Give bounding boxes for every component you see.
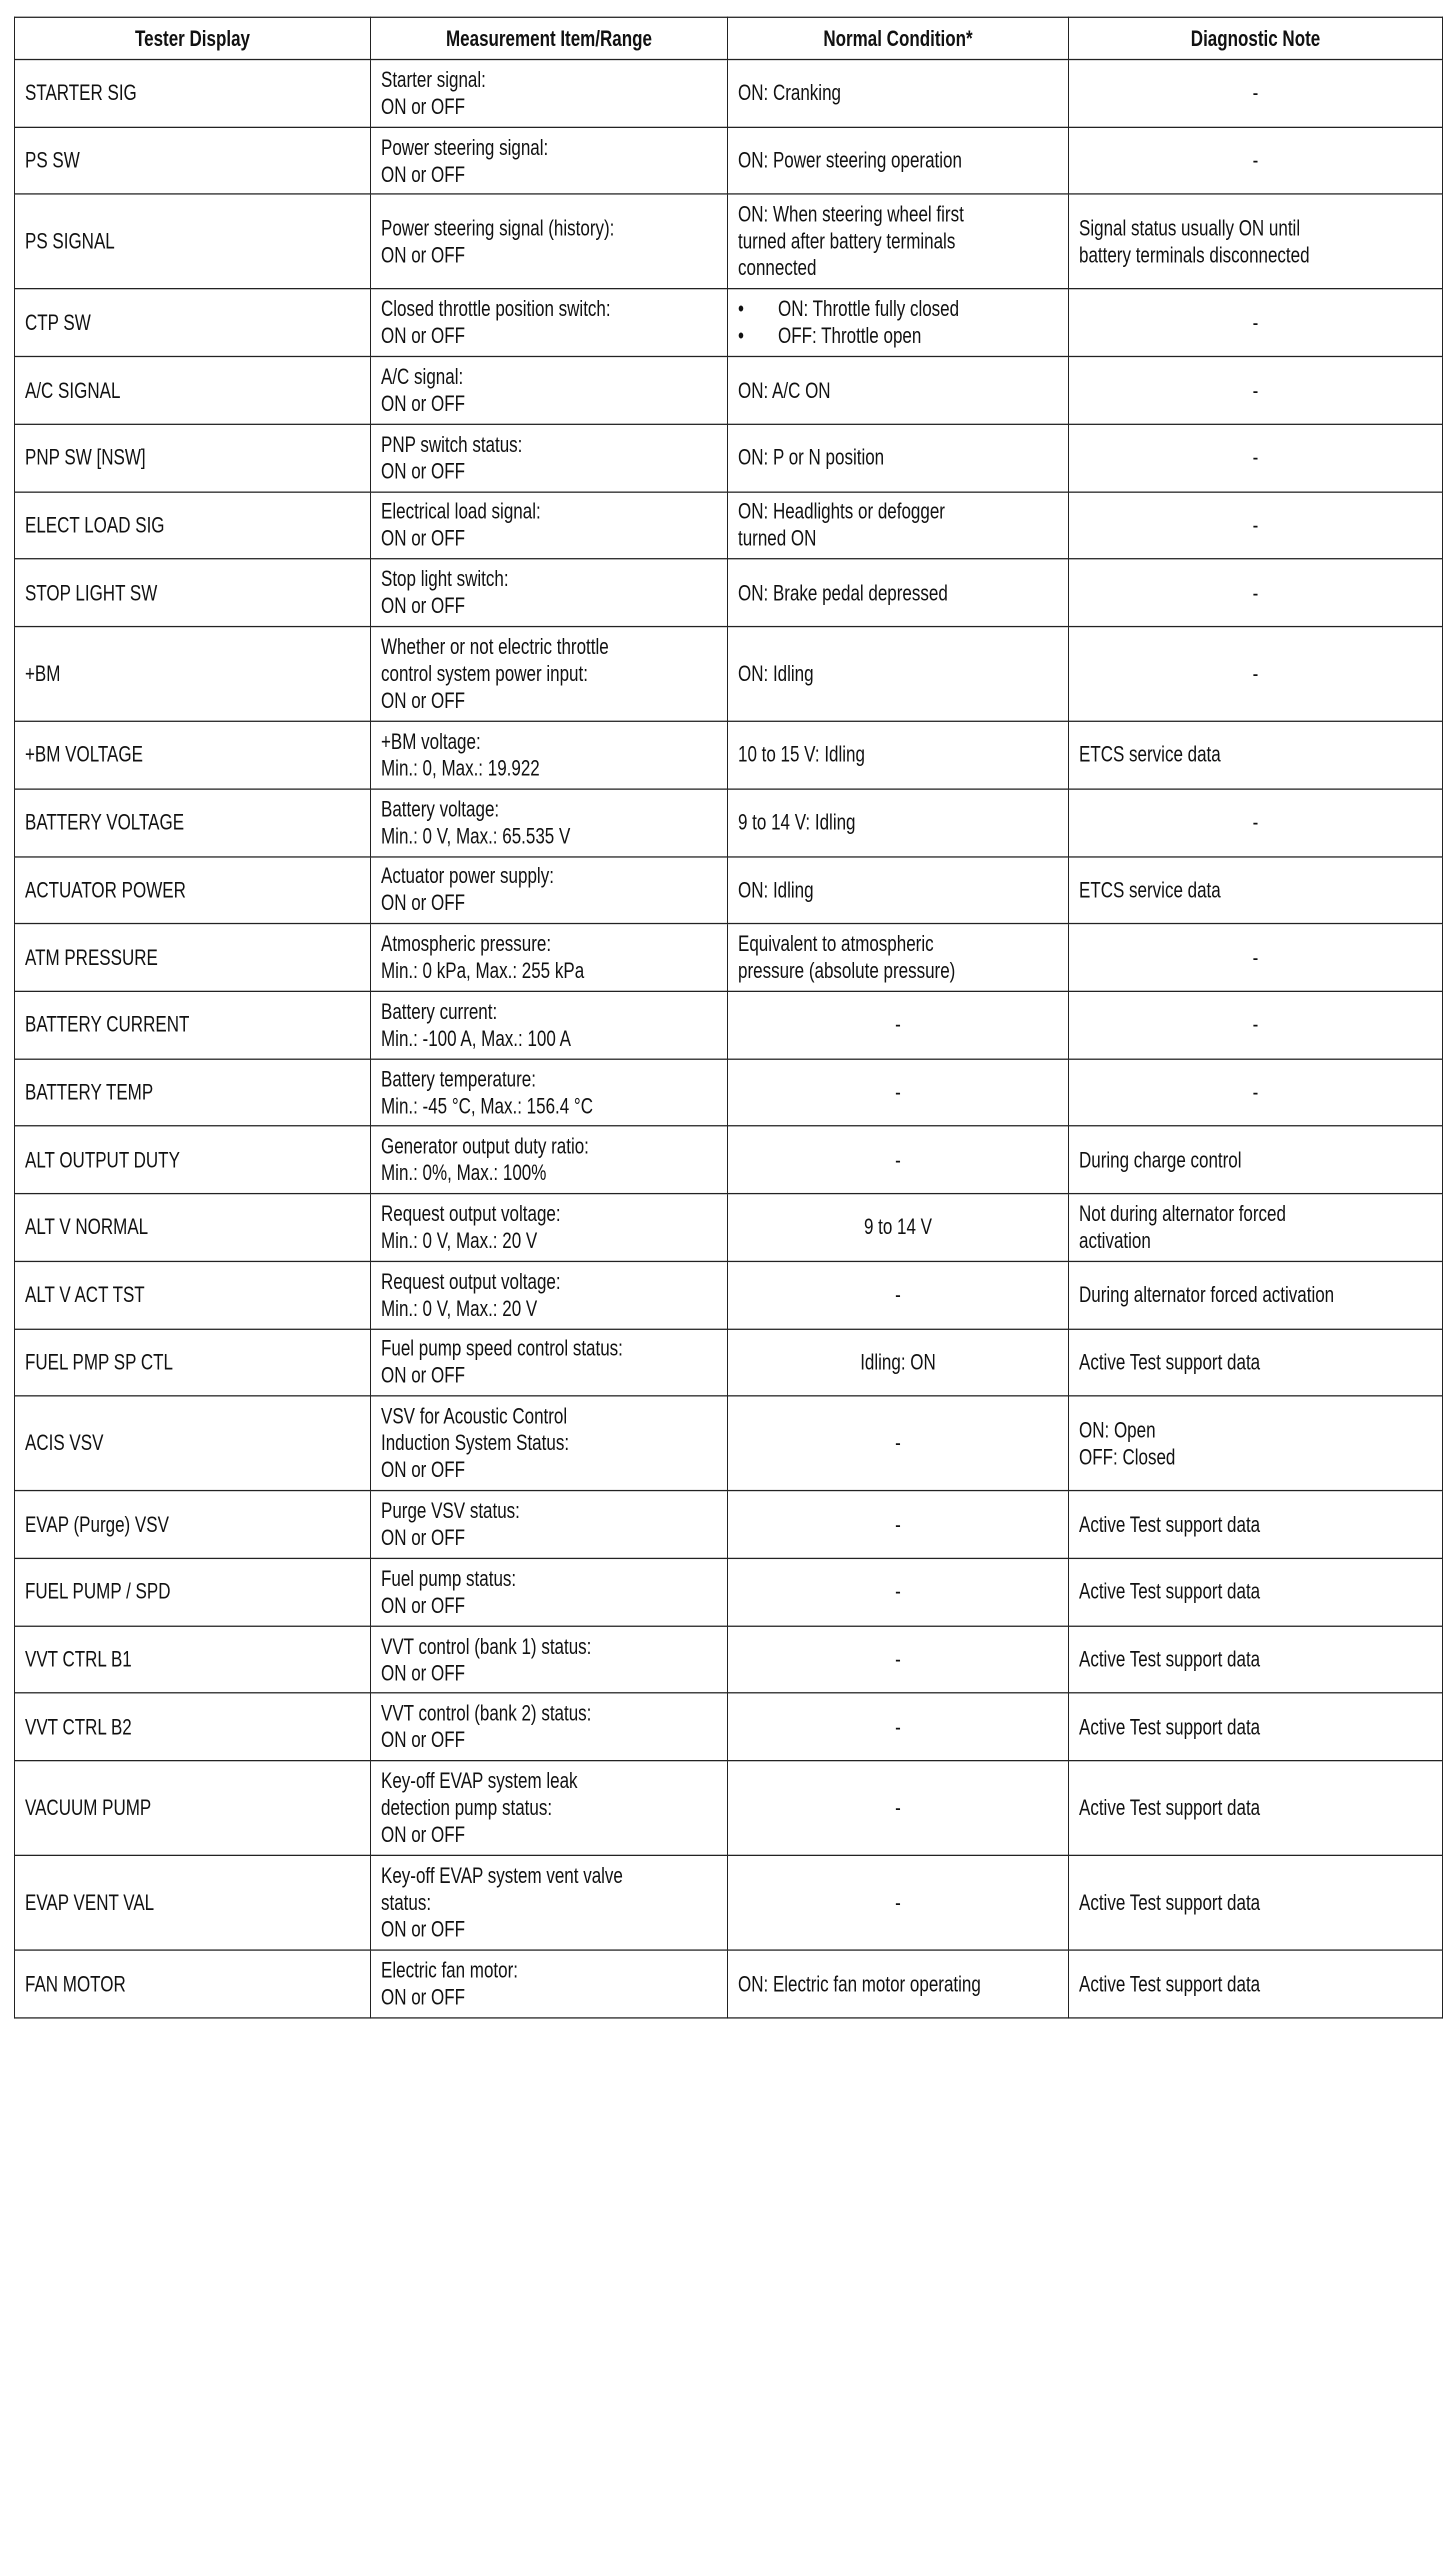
measurement-cell: [371, 1194, 728, 1261]
tester-display-cell: ACTUATOR POWER: [15, 856, 371, 923]
table-row: [15, 1059, 1443, 1126]
diagnostic-note-cell-line: Not during alternator forced: [1079, 1201, 1286, 1227]
measurement-cell-line: ON or OFF: [381, 1660, 466, 1686]
table-row: [15, 856, 1443, 923]
table-row: [15, 1126, 1443, 1193]
tester-display-cell: FUEL PMP SP CTL: [15, 1329, 371, 1396]
measurement-cell: [371, 1558, 728, 1625]
normal-condition-cell-line: ON: Idling: [738, 877, 814, 903]
measurement-cell: [371, 991, 728, 1058]
tester-display-cell: +BM VOLTAGE: [15, 721, 371, 788]
normal-condition-cell: [728, 60, 1069, 127]
table-row: [15, 559, 1443, 626]
measurement-cell-line: A/C signal:: [381, 364, 464, 390]
measurement-cell: [371, 1396, 728, 1491]
diagnostic-note-cell: [1069, 1491, 1443, 1558]
normal-condition-cell-line: ON: A/C ON: [738, 378, 831, 403]
normal-condition-cell-line: Idling: ON: [860, 1350, 936, 1375]
measurement-cell: [371, 1491, 728, 1558]
diagnostic-note-cell-line: activation: [1079, 1228, 1151, 1254]
normal-condition-cell: [728, 289, 1069, 356]
measurement-cell-line: Key-off EVAP system leak: [381, 1769, 578, 1794]
measurement-cell: [371, 1329, 728, 1396]
table-row: [15, 627, 1443, 722]
measurement-cell-line: status:: [381, 1890, 432, 1916]
table-row: [15, 1693, 1443, 1760]
table-row: [15, 1491, 1443, 1558]
table-row: [15, 1626, 1443, 1693]
normal-condition-cell: [728, 1261, 1069, 1328]
measurement-cell-line: Battery voltage:: [381, 796, 500, 822]
measurement-cell-line: Min.: 0 V, Max.: 20 V: [381, 1228, 538, 1254]
table-row: [15, 1194, 1443, 1261]
normal-condition-cell-line: pressure (absolute pressure): [738, 958, 956, 984]
measurement-cell: [371, 424, 728, 491]
diagnostic-note-cell-line: -: [1252, 513, 1259, 538]
diagnostic-note-cell: [1069, 627, 1443, 722]
measurement-cell-line: Stop light switch:: [381, 567, 509, 592]
diagnostic-note-cell-line: -: [1252, 1080, 1259, 1105]
normal-condition-cell-line: -: [895, 1512, 901, 1537]
measurement-cell-line: Actuator power supply:: [381, 864, 554, 889]
measurement-cell-line: ON or OFF: [381, 1525, 466, 1551]
tester-display-cell: FAN MOTOR: [15, 1950, 371, 2018]
measurement-cell-line: Power steering signal (history):: [381, 216, 615, 241]
normal-condition-cell: [728, 1194, 1069, 1261]
normal-condition-cell-line: 9 to 14 V: [863, 1215, 933, 1240]
measurement-cell: [371, 1261, 728, 1328]
diagnostic-note-cell-line: ETCS service data: [1079, 877, 1221, 903]
measurement-cell-line: VSV for Acoustic Control: [381, 1404, 568, 1429]
table-row: [15, 289, 1443, 356]
diagnostic-note-cell: [1069, 60, 1443, 127]
measurement-cell-line: Min.: 0%, Max.: 100%: [381, 1161, 547, 1186]
normal-condition-cell-line: ON: P or N position: [738, 445, 885, 471]
normal-condition-cell: [728, 492, 1069, 559]
measurement-cell-line: VVT control (bank 1) status:: [381, 1634, 592, 1659]
measurement-cell: [371, 289, 728, 356]
table-row: [15, 424, 1443, 491]
diagnostic-note-cell: [1069, 289, 1443, 356]
table-row: [15, 1261, 1443, 1328]
header-diagnostic-note: Diagnostic Note: [1069, 17, 1443, 59]
tester-display-cell: A/C SIGNAL: [15, 357, 371, 424]
diagnostic-note-cell-line: -: [1252, 445, 1259, 471]
measurement-cell-line: Min.: 0 V, Max.: 65.535 V: [381, 823, 571, 849]
measurement-cell-line: ON or OFF: [381, 1822, 466, 1848]
diagnostic-note-cell: [1069, 1126, 1443, 1193]
diagnostic-note-cell-line: Signal status usually ON until: [1079, 216, 1301, 241]
measurement-cell-line: ON or OFF: [381, 1593, 466, 1618]
measurement-cell-line: Min.: -45 °C, Max.: 156.4 °C: [381, 1093, 594, 1119]
diagnostic-note-cell-line: battery terminals disconnected: [1079, 243, 1310, 268]
table-row: [15, 789, 1443, 856]
normal-condition-cell-line: -: [895, 1282, 901, 1308]
header-tester-display: Tester Display: [15, 17, 371, 59]
normal-condition-cell: [728, 357, 1069, 424]
table-row: [15, 1558, 1443, 1625]
normal-condition-cell: [728, 194, 1069, 289]
measurement-cell-line: ON or OFF: [381, 243, 466, 268]
diagnostic-note-cell-line: Active Test support data: [1079, 1579, 1261, 1605]
normal-condition-list: [738, 296, 1058, 350]
normal-condition-cell-line: -: [895, 1890, 901, 1916]
table-header-row: [15, 17, 1443, 59]
measurement-cell-line: Closed throttle position switch:: [381, 297, 611, 322]
measurement-cell: [371, 1856, 728, 1951]
normal-condition-cell-line: -: [895, 1579, 901, 1605]
measurement-cell-line: Battery current:: [381, 999, 498, 1024]
normal-condition-cell: [728, 1761, 1069, 1856]
diagnostic-note-cell: [1069, 492, 1443, 559]
diagnostic-note-cell: [1069, 1761, 1443, 1856]
measurement-cell-line: Starter signal:: [381, 67, 486, 92]
diagnostic-note-cell: [1069, 721, 1443, 788]
tester-display-cell: EVAP (Purge) VSV: [15, 1491, 371, 1558]
measurement-cell-line: Battery temperature:: [381, 1066, 536, 1092]
diagnostic-note-cell: [1069, 424, 1443, 491]
normal-condition-cell-line: -: [895, 1796, 901, 1821]
normal-condition-cell-line: 10 to 15 V: Idling: [738, 742, 865, 768]
measurement-cell-line: ON or OFF: [381, 1458, 466, 1483]
tester-display-cell: +BM: [15, 627, 371, 722]
diagnostic-note-cell: [1069, 1693, 1443, 1760]
diagnostic-note-cell: [1069, 1059, 1443, 1126]
normal-condition-cell: [728, 1059, 1069, 1126]
tester-display-cell: STOP LIGHT SW: [15, 559, 371, 626]
normal-condition-cell-line: -: [895, 1714, 901, 1740]
normal-condition-cell-line: turned ON: [738, 526, 817, 551]
measurement-cell-line: Induction System Status:: [381, 1431, 570, 1456]
diagnostic-note-cell-line: Active Test support data: [1079, 1971, 1261, 1997]
measurement-cell-line: ON or OFF: [381, 688, 466, 714]
table-row: [15, 60, 1443, 127]
tester-display-cell: STARTER SIG: [15, 60, 371, 127]
measurement-cell-line: Fuel pump status:: [381, 1566, 517, 1591]
normal-condition-cell-line: ON: Brake pedal depressed: [738, 580, 948, 606]
normal-condition-cell-line: turned after battery terminals: [738, 229, 956, 254]
diagnostic-note-cell-line: -: [1252, 1012, 1259, 1038]
normal-condition-cell: [728, 1329, 1069, 1396]
measurement-cell-line: ON or OFF: [381, 459, 466, 484]
normal-condition-cell-line: connected: [738, 256, 817, 281]
normal-condition-cell-line: ON: Idling: [738, 661, 814, 687]
normal-condition-cell: [728, 1126, 1069, 1193]
measurement-cell-line: Purge VSV status:: [381, 1499, 520, 1524]
measurement-cell-line: Generator output duty ratio:: [381, 1134, 589, 1159]
tester-display-cell: ALT V ACT TST: [15, 1261, 371, 1328]
diagnostic-note-cell-line: -: [1252, 81, 1259, 106]
tester-display-cell: CTP SW: [15, 289, 371, 356]
diagnostic-note-cell-line: Active Test support data: [1079, 1714, 1261, 1740]
tester-display-cell: PS SW: [15, 127, 371, 194]
diagnostic-note-cell-line: OFF: Closed: [1079, 1444, 1176, 1470]
tester-display-cell: ALT OUTPUT DUTY: [15, 1126, 371, 1193]
diagnostic-note-cell: [1069, 1558, 1443, 1625]
diagnostic-note-cell-line: -: [1252, 661, 1259, 687]
tester-display-cell: BATTERY CURRENT: [15, 991, 371, 1058]
measurement-cell-line: Atmospheric pressure:: [381, 931, 552, 957]
tester-display-cell: VVT CTRL B1: [15, 1626, 371, 1693]
measurement-cell-line: VVT control (bank 2) status:: [381, 1701, 592, 1726]
diagnostic-note-cell: [1069, 1329, 1443, 1396]
measurement-cell-line: PNP switch status:: [381, 432, 523, 457]
diagnostic-note-cell-line: Active Test support data: [1079, 1647, 1261, 1672]
table-row: [15, 1856, 1443, 1951]
diagnostic-note-cell-line: Active Test support data: [1079, 1890, 1261, 1916]
normal-condition-cell-line: -: [895, 1431, 901, 1456]
measurement-cell-line: ON or OFF: [381, 891, 466, 916]
diagnostic-note-cell-line: -: [1252, 310, 1259, 336]
tester-display-cell: ELECT LOAD SIG: [15, 492, 371, 559]
normal-condition-cell-line: -: [895, 1080, 901, 1105]
measurement-cell: [371, 627, 728, 722]
table-row: [15, 924, 1443, 991]
table-row: [15, 357, 1443, 424]
measurement-cell-line: Request output voltage:: [381, 1269, 561, 1294]
list-item: • OFF: Throttle open: [738, 323, 1058, 350]
measurement-cell-line: ON or OFF: [381, 1985, 466, 2010]
measurement-cell: [371, 60, 728, 127]
normal-condition-cell: [728, 627, 1069, 722]
measurement-cell-line: ON or OFF: [381, 1363, 466, 1389]
measurement-cell-line: ON or OFF: [381, 1917, 466, 1942]
measurement-cell: [371, 357, 728, 424]
normal-condition-cell-line: ON: Cranking: [738, 81, 841, 106]
diagnostic-note-cell-line: ETCS service data: [1079, 742, 1221, 768]
normal-condition-cell-line: -: [895, 1647, 901, 1672]
diagnostic-note-cell: [1069, 1261, 1443, 1328]
diagnostic-note-cell: [1069, 357, 1443, 424]
normal-condition-cell: [728, 1693, 1069, 1760]
table-row: [15, 1396, 1443, 1491]
diagnostic-note-cell-line: Active Test support data: [1079, 1796, 1261, 1821]
measurement-cell: [371, 1761, 728, 1856]
measurement-cell-line: Min.: 0, Max.: 19.922: [381, 756, 540, 781]
measurement-cell-line: ON or OFF: [381, 324, 466, 349]
normal-condition-cell: [728, 559, 1069, 626]
measurement-cell-line: Min.: -100 A, Max.: 100 A: [381, 1026, 571, 1051]
diagnostic-note-cell: [1069, 194, 1443, 289]
normal-condition-cell-line: ON: Power steering operation: [738, 148, 962, 173]
tester-display-cell: BATTERY VOLTAGE: [15, 789, 371, 856]
normal-condition-cell: [728, 721, 1069, 788]
normal-condition-cell: [728, 856, 1069, 923]
normal-condition-cell: [728, 991, 1069, 1058]
tester-display-cell: BATTERY TEMP: [15, 1059, 371, 1126]
normal-condition-cell-line: ON: Electric fan motor operating: [738, 1971, 981, 1997]
measurement-cell-line: ON or OFF: [381, 162, 466, 187]
measurement-cell-line: ON or OFF: [381, 94, 466, 119]
normal-condition-cell: [728, 924, 1069, 991]
diagnostic-note-cell: [1069, 1626, 1443, 1693]
diagnostic-note-cell: [1069, 856, 1443, 923]
diagnostic-note-cell-line: During charge control: [1079, 1147, 1242, 1173]
table-body: [15, 60, 1443, 2018]
list-item: • ON: Throttle fully closed: [738, 296, 1058, 323]
diagnostic-note-cell: [1069, 991, 1443, 1058]
measurement-cell-line: Electrical load signal:: [381, 499, 541, 525]
header-normal-condition: Normal Condition*: [728, 17, 1069, 59]
measurement-cell: [371, 924, 728, 991]
measurement-cell-line: Power steering signal:: [381, 135, 549, 160]
normal-condition-cell-line: 9 to 14 V: Idling: [738, 810, 856, 835]
measurement-cell-line: Whether or not electric throttle: [381, 634, 609, 660]
measurement-cell: [371, 194, 728, 289]
normal-condition-cell: [728, 1626, 1069, 1693]
tester-data-table: [14, 17, 1443, 2019]
table-row: [15, 127, 1443, 194]
normal-condition-cell: [728, 1856, 1069, 1951]
diagnostic-note-cell-line: -: [1252, 580, 1259, 606]
normal-condition-cell: [728, 127, 1069, 194]
measurement-cell-line: Min.: 0 kPa, Max.: 255 kPa: [381, 958, 585, 984]
normal-condition-cell: [728, 1491, 1069, 1558]
diagnostic-note-cell: [1069, 1396, 1443, 1491]
measurement-cell: [371, 856, 728, 923]
tester-display-cell: ATM PRESSURE: [15, 924, 371, 991]
diagnostic-note-cell: [1069, 924, 1443, 991]
measurement-cell: [371, 789, 728, 856]
diagnostic-note-cell-line: -: [1252, 378, 1259, 403]
measurement-cell-line: ON or OFF: [381, 1728, 466, 1753]
table-row: [15, 721, 1443, 788]
diagnostic-note-cell-line: -: [1252, 945, 1259, 970]
tester-display-cell: ALT V NORMAL: [15, 1194, 371, 1261]
measurement-cell-line: control system power input:: [381, 661, 588, 687]
measurement-cell-line: detection pump status:: [381, 1796, 553, 1821]
header-measurement-item: Measurement Item/Range: [371, 17, 728, 59]
table-row: [15, 194, 1443, 289]
measurement-cell-line: ON or OFF: [381, 391, 466, 417]
normal-condition-cell-line: ON: Headlights or defogger: [738, 499, 945, 525]
measurement-cell: [371, 127, 728, 194]
tester-display-cell: EVAP VENT VAL: [15, 1856, 371, 1951]
diagnostic-note-cell-line: -: [1252, 810, 1259, 835]
measurement-cell-line: +BM voltage:: [381, 729, 481, 754]
measurement-cell-line: Key-off EVAP system vent valve: [381, 1863, 623, 1889]
normal-condition-cell: [728, 1558, 1069, 1625]
diagnostic-note-cell-line: -: [1252, 148, 1259, 173]
diagnostic-note-cell-line: During alternator forced activation: [1079, 1282, 1335, 1308]
measurement-cell: [371, 721, 728, 788]
table-row: [15, 1761, 1443, 1856]
measurement-cell-line: ON or OFF: [381, 526, 466, 551]
tester-display-cell: ACIS VSV: [15, 1396, 371, 1491]
measurement-cell-line: ON or OFF: [381, 594, 466, 619]
measurement-cell-line: Electric fan motor:: [381, 1958, 518, 1983]
tester-display-cell: PS SIGNAL: [15, 194, 371, 289]
normal-condition-cell-line: -: [895, 1012, 901, 1038]
diagnostic-note-cell: [1069, 1856, 1443, 1951]
measurement-cell: [371, 1626, 728, 1693]
normal-condition-cell: [728, 1396, 1069, 1491]
normal-condition-cell-line: -: [895, 1147, 901, 1173]
tester-display-cell: FUEL PUMP / SPD: [15, 1558, 371, 1625]
measurement-cell-line: Fuel pump speed control status:: [381, 1336, 623, 1362]
normal-condition-cell-line: Equivalent to atmospheric: [738, 931, 934, 957]
measurement-cell-line: Min.: 0 V, Max.: 20 V: [381, 1296, 538, 1321]
diagnostic-note-cell: [1069, 127, 1443, 194]
diagnostic-note-cell: [1069, 559, 1443, 626]
table-row: [15, 1329, 1443, 1396]
normal-condition-cell-line: ON: When steering wheel first: [738, 202, 964, 228]
diagnostic-note-cell: [1069, 1194, 1443, 1261]
measurement-cell: [371, 1126, 728, 1193]
table-row: [15, 492, 1443, 559]
measurement-cell: [371, 1693, 728, 1760]
tester-display-cell: PNP SW [NSW]: [15, 424, 371, 491]
measurement-cell: [371, 492, 728, 559]
measurement-cell-line: Request output voltage:: [381, 1201, 561, 1227]
measurement-cell: [371, 559, 728, 626]
tester-display-cell: VACUUM PUMP: [15, 1761, 371, 1856]
measurement-cell: [371, 1059, 728, 1126]
tester-display-cell: VVT CTRL B2: [15, 1693, 371, 1760]
diagnostic-note-cell-line: Active Test support data: [1079, 1350, 1261, 1375]
normal-condition-cell: [728, 424, 1069, 491]
table-row: [15, 991, 1443, 1058]
diagnostic-note-cell-line: Active Test support data: [1079, 1512, 1261, 1537]
normal-condition-cell: [728, 789, 1069, 856]
diagnostic-note-cell: [1069, 789, 1443, 856]
diagnostic-note-cell-line: ON: Open: [1079, 1417, 1156, 1443]
